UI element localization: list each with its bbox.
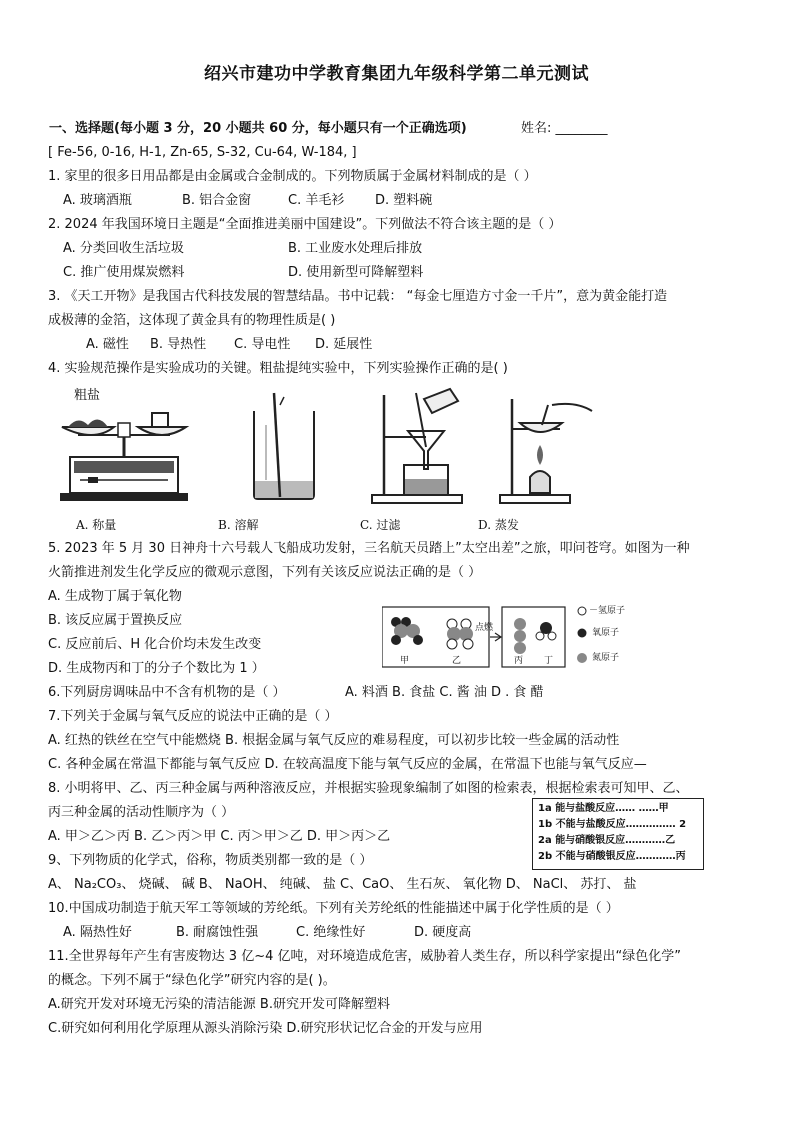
legend-nitrogen-marker — [577, 653, 587, 663]
q3-option-c: C. 导电性 — [234, 337, 291, 352]
label-ding: 丁 — [544, 656, 554, 666]
q2-stem: 2. 2024 年我国环境日主题是“全面推进美丽中国建设”。下列做法不符合该主题的是（ ） — [48, 217, 562, 232]
q10-option-c: C. 绝缘性好 — [296, 925, 366, 940]
arrow-label: 点燃 — [475, 623, 494, 633]
page-title: 绍兴市建功中学教育集团九年级科学第二单元测试 — [204, 64, 589, 84]
q10-stem: 10.中国成功制造于航天军工等领域的芳纶纸。下列有关芳纶纸的性能描述中属于化学性质的是（ ） — [48, 901, 619, 916]
q1-option-b: B. 铝合金窗 — [182, 193, 252, 208]
evaporation-figure — [496, 385, 606, 510]
q11-stem-line2: 的概念。下列不属于“绿色化学”研究内容的是( )。 — [48, 973, 336, 988]
q11-stem-line1: 11.全世界每年产生有害废物达 3 亿~4 亿吨，对环境造成危害，威胁着人类生存，所以科学家提出“绿色化学” — [48, 949, 681, 964]
q11-options-cd: C.研究如何利用化学原理从源头消除污染 D.研究形状记忆合金的开发与应用 — [48, 1021, 483, 1036]
q3-stem-line1: 3. 《天工开物》是我国古代科技发展的智慧结晶。书中记载： “每金七厘造方寸金一千片”，意为黄金能打造 — [48, 289, 668, 304]
q5-reaction-diagram — [382, 600, 662, 670]
q2-option-c: C. 推广使用煤炭燃料 — [63, 265, 185, 280]
reactant-jia-molecule — [391, 617, 423, 645]
q5-stem-line2: 火箭推进剂发生化学反应的微观示意图，下列有关该反应说法正确的是（ ） — [48, 565, 482, 580]
q8-stem-line2: 丙三种金属的活动性顺序为（ ） — [48, 805, 235, 820]
q4-caption-a: A. 称量 — [76, 518, 117, 532]
q4-caption-d: D. 蒸发 — [478, 518, 519, 532]
product-ding-molecule — [536, 622, 556, 640]
q1-option-c: C. 羊毛衫 — [288, 193, 345, 208]
key-line-1b: 1b 不能与盐酸反应…………… 2 — [538, 819, 687, 830]
q3-option-b: B. 导热性 — [150, 337, 207, 352]
q2-option-a: A. 分类回收生活垃圾 — [63, 241, 184, 256]
product-bing-molecule — [514, 618, 526, 654]
label-jia: 甲 — [400, 656, 410, 666]
q8-options: A. 甲＞乙＞丙 B. 乙＞丙＞甲 C. 丙＞甲＞乙 D. 甲＞丙＞乙 — [48, 829, 391, 844]
q6-options: A. 料酒 B. 食盐 C. 酱 油 D . 食 醋 — [345, 685, 544, 700]
q4-figures — [48, 385, 608, 510]
q9-stem: 9、下列物质的化学式，俗称，物质类别都一致的是（ ） — [48, 853, 373, 868]
q2-option-b: B. 工业废水处理后排放 — [288, 241, 423, 256]
q10-option-d: D. 硬度高 — [414, 925, 472, 940]
q10-option-a: A. 隔热性好 — [63, 925, 132, 940]
key-line-2a: 2a 能与硝酸银反应…………乙 — [538, 835, 676, 846]
filtration-figure — [366, 385, 476, 510]
key-line-1a: 1a 能与盐酸反应…… ……甲 — [538, 803, 669, 814]
q10-option-b: B. 耐腐蚀性强 — [176, 925, 259, 940]
atomic-masses: [ Fe-56, 0-16, H-1, Zn-65, S-32, Cu-64, W-184, ] — [48, 145, 357, 160]
legend-hydrogen-marker — [578, 607, 586, 615]
section-heading: 一、选择题(每小题 3 分，20 小题共 60 分，每小题只有一个正确选项) — [49, 121, 467, 136]
q1-stem: 1. 家里的很多日用品都是由金属或合金制成的。下列物质属于金属材料制成的是（ ） — [48, 169, 537, 184]
q5-option-d: D. 生成物丙和丁的分子个数比为 1 ） — [48, 661, 265, 676]
q1-option-a: A. 玻璃酒瓶 — [63, 193, 132, 208]
q3-option-a: A. 磁性 — [86, 337, 129, 352]
q5-stem-line1: 5. 2023 年 5 月 30 日神舟十六号载人飞船成功发射，三名航天员踏上”太空出差”之旅，叩问苍穹。如图为一种 — [48, 541, 690, 556]
q3-stem-line2: 成极薄的金箔，这体现了黄金具有的物理性质是( ) — [48, 313, 336, 328]
coarse-salt-label: 粗盐 — [74, 388, 101, 403]
label-bing: 丙 — [514, 656, 524, 666]
q11-options-ab: A.研究开发对环境无污染的清洁能源 B.研究开发可降解塑料 — [48, 997, 390, 1012]
q4-caption-b: B. 溶解 — [218, 518, 259, 532]
legend-oxygen-marker — [578, 629, 587, 638]
q8-stem-line1: 8. 小明将甲、乙、丙三种金属与两种溶液反应，并根据实验现象编制了如图的检索表，根据检索表可知甲、乙、 — [48, 781, 689, 796]
label-yi: 乙 — [452, 656, 462, 666]
q7-options-line1: A. 红热的铁丝在空气中能燃烧 B. 根据金属与氧气反应的难易程度，可以初步比较一些金属的活动性 — [48, 733, 620, 748]
q4-stem: 4. 实验规范操作是实验成功的关键。粗盐提纯实验中，下列实验操作正确的是( ) — [48, 361, 508, 376]
beaker-figure — [244, 385, 334, 505]
q7-stem: 7.下列关于金属与氧气反应的说法中正确的是（ ） — [48, 709, 338, 724]
balance-figure — [48, 385, 198, 505]
q1-option-d: D. 塑料碗 — [375, 193, 433, 208]
name-field[interactable]: 姓名: ________ — [521, 121, 608, 136]
q5-option-c: C. 反应前后、H 化合价均未发生改变 — [48, 637, 262, 652]
q5-option-a: A. 生成物丁属于氧化物 — [48, 589, 182, 604]
q9-options: A、 Na₂CO₃、 烧碱、 碱 B、 NaOH、 纯碱、 盐 C、CaO、 生石灰、 氧化物 D、 NaCl、 苏打、 盐 — [48, 877, 637, 892]
q8-key-table — [532, 798, 704, 870]
q2-option-d: D. 使用新型可降解塑料 — [288, 265, 424, 280]
q7-options-line2: C. 各种金属在常温下都能与氧气反应 D. 在较高温度下能与氧气反应的金属，在常温下也能与氧气反应— — [48, 757, 647, 772]
key-line-2b: 2b 不能与硝酸银反应…………丙 — [538, 851, 686, 862]
q6-stem: 6.下列厨房调味品中不含有机物的是（ ） — [48, 685, 286, 700]
reactant-yi-molecule — [447, 619, 473, 649]
q3-option-d: D. 延展性 — [315, 337, 373, 352]
legend-nitrogen: 氮原子 — [592, 653, 620, 663]
legend-oxygen: 氧原子 — [592, 628, 620, 638]
legend-hydrogen: －氢原子 — [589, 606, 626, 616]
q4-caption-c: C. 过滤 — [360, 518, 401, 532]
q5-option-b: B. 该反应属于置换反应 — [48, 613, 183, 628]
